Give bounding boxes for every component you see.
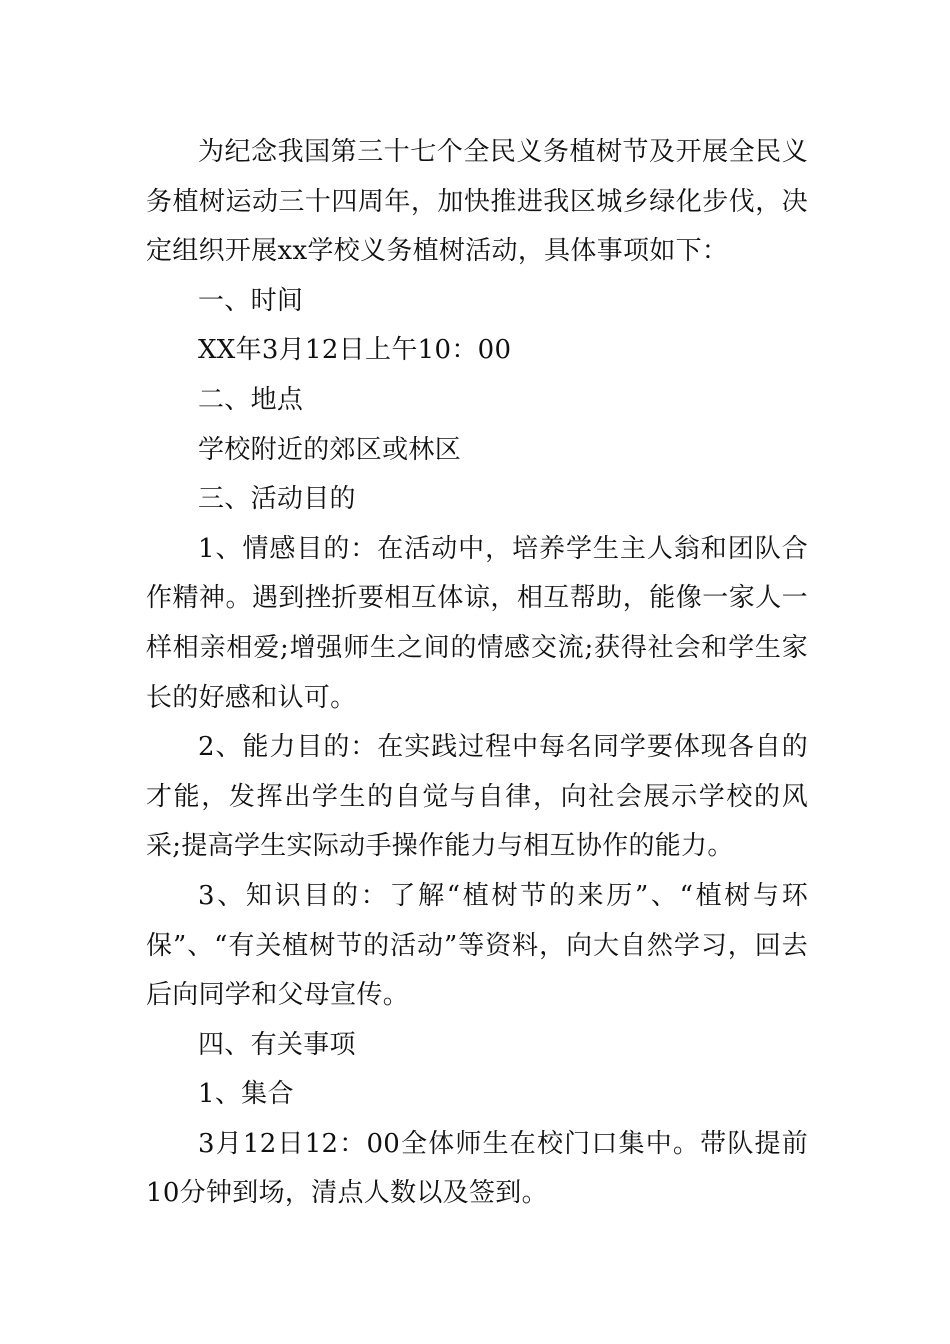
section-heading-matters: 四、有关事项 [198, 1029, 356, 1060]
time-value: XX年3月12日上午10：00 [198, 335, 512, 366]
section-heading-time: 一、时间 [198, 285, 304, 316]
purpose-knowledge-paragraph: 3、知识目的：了解“植树节的来历”、“植树与环保”、“有关植树节的活动”等资料，向大自然学习，回去后向同学和父母宣传。 [146, 880, 808, 1011]
purpose-ability-paragraph: 2、能力目的：在实践过程中每名同学要体现各自的才能，发挥出学生的自觉与自律，向社会展示学校的风采;提高学生实际动手操作能力与相互协作的能力。 [146, 732, 808, 862]
intro-paragraph: 为纪念我国第三十七个全民义务植树节及开展全民义务植树运动三十四周年，加快推进我区城乡绿化步伐，决定组织开展xx学校义务植树活动，具体事项如下： [146, 137, 808, 267]
location-value: 学校附近的郊区或林区 [198, 434, 462, 465]
document-body [146, 128, 808, 1219]
gathering-paragraph: 3月12日12：00全体师生在校门口集中。带队提前10分钟到场，清点人数以及签到。 [146, 1128, 808, 1209]
section-heading-purpose: 三、活动目的 [198, 484, 356, 515]
purpose-emotion-paragraph: 1、情感目的：在活动中，培养学生主人翁和团队合作精神。遇到挫折要相互体谅，相互帮助，能像一家人一样相亲相爱;增强师生之间的情感交流;获得社会和学生家长的好感和认可。 [146, 533, 808, 713]
subheading-gathering: 1、集合 [198, 1079, 294, 1110]
section-heading-location: 二、地点 [198, 384, 304, 415]
